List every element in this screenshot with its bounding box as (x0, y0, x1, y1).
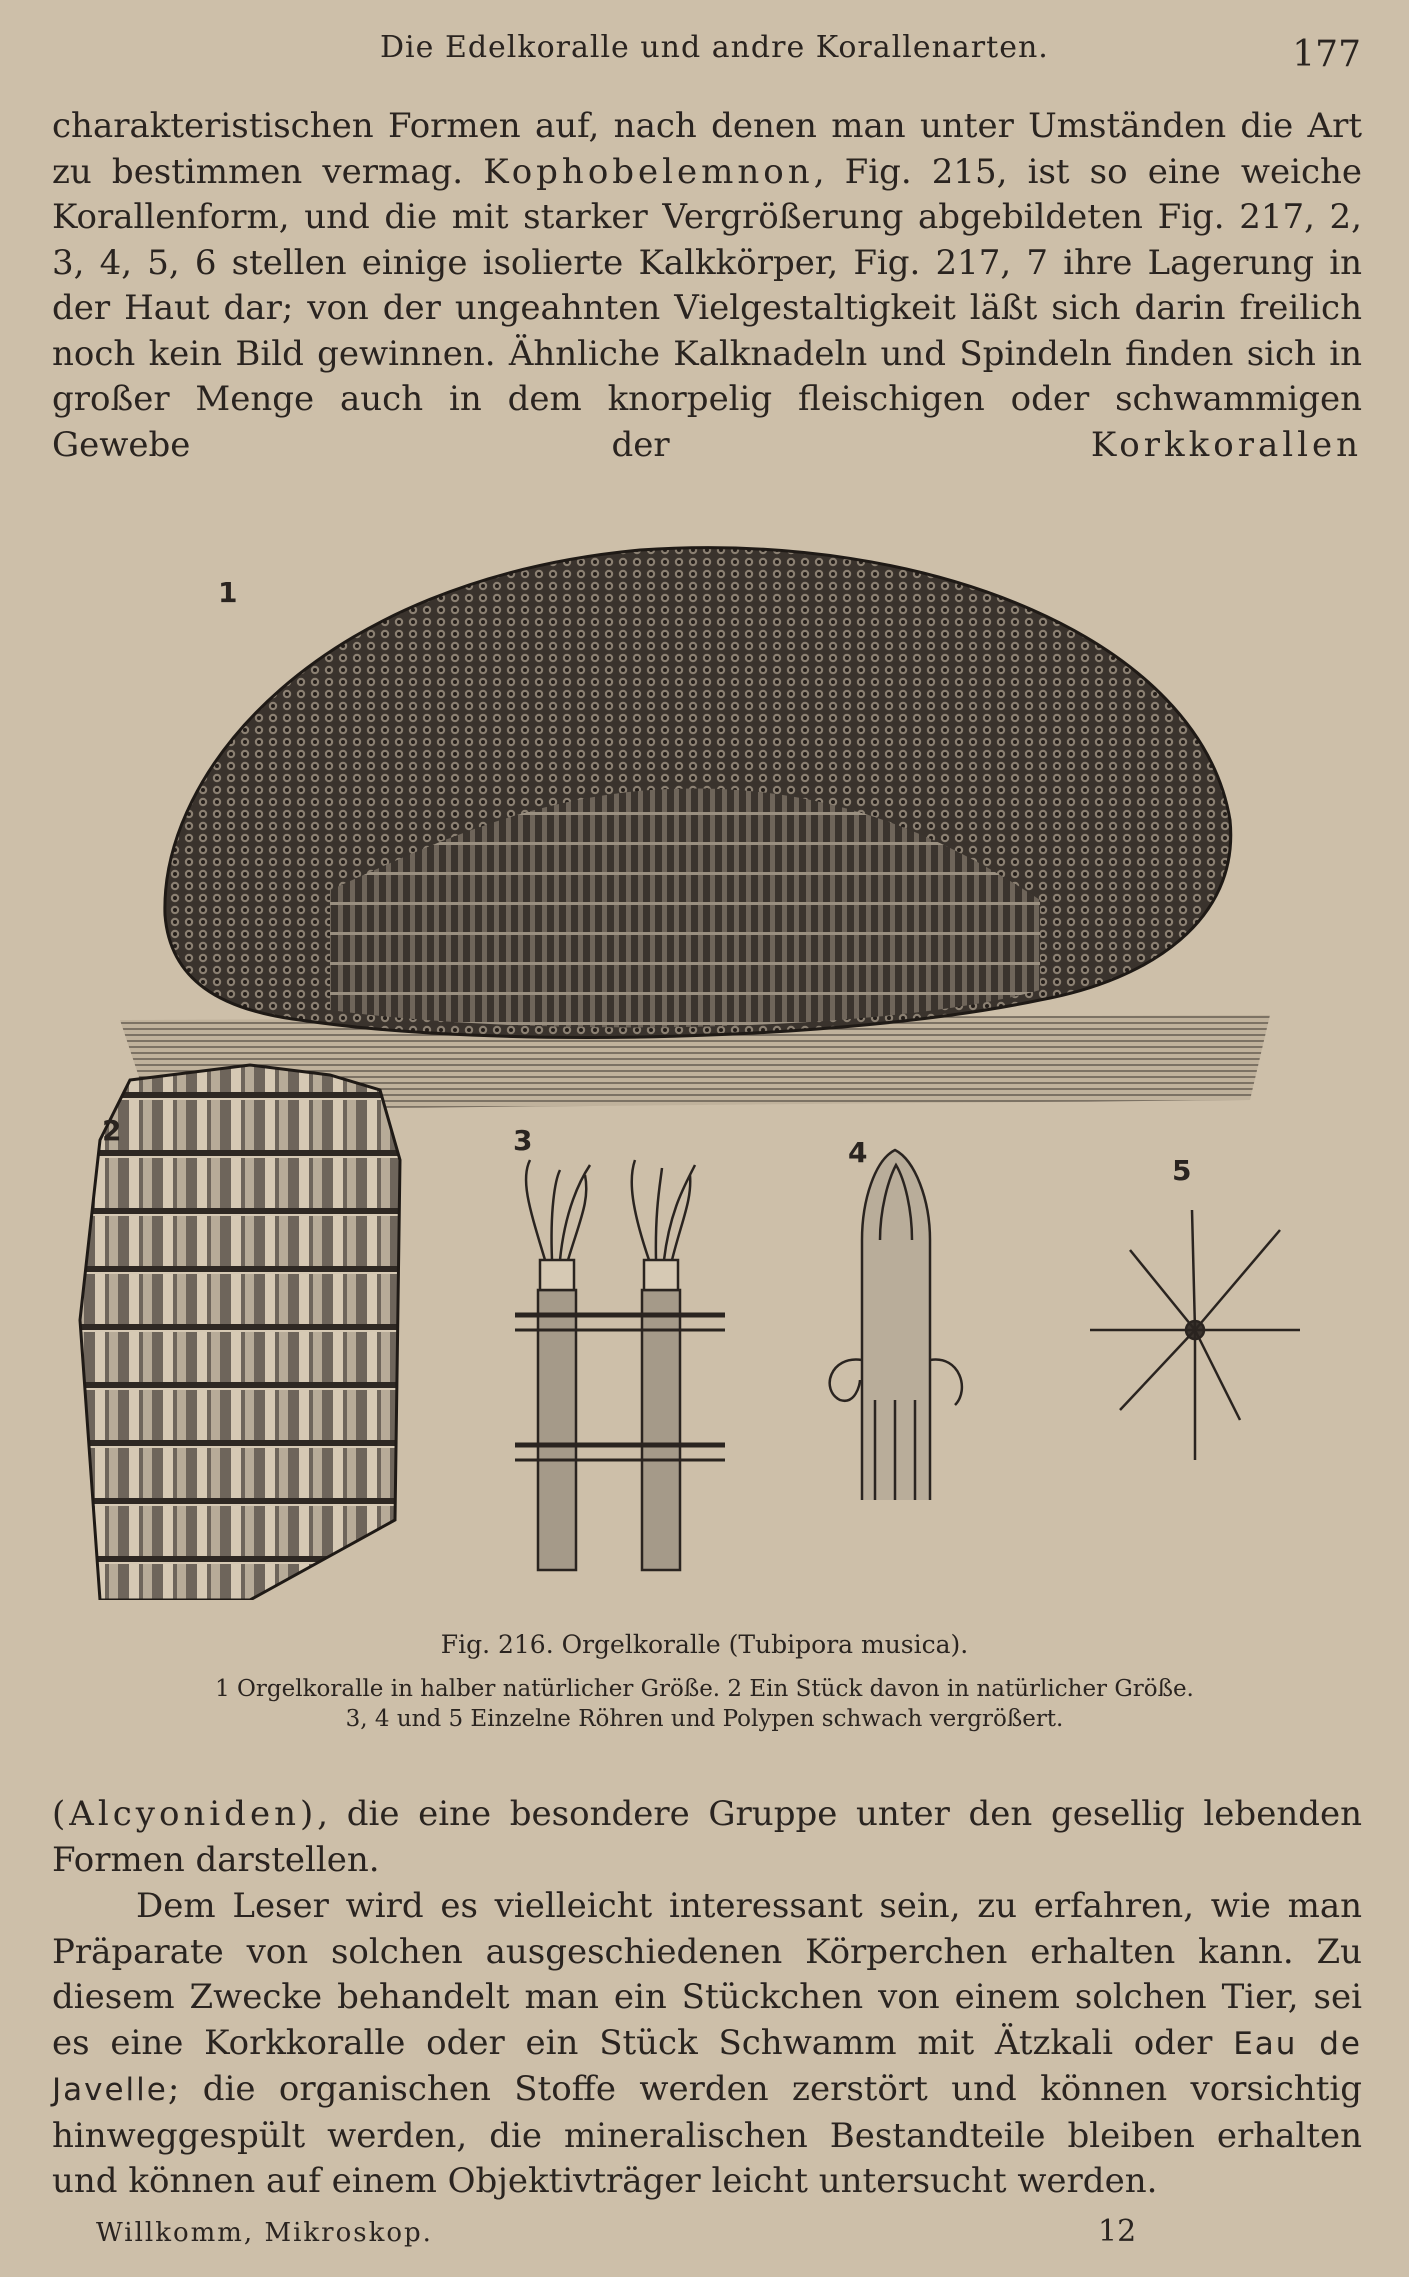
figure-illustration (0, 520, 1409, 1600)
praeparate-text-start: Dem Leser wird es vielleicht interessant sein, zu erfahren, wie man Präparate von solchen ausgeschiedenen Körperchen erhalten kann. Zu diesem Zwecke behandelt man ein Stückchen von einem solchen Tier, sei es eine Korkkoralle oder ein Stück Schwamm mit Ätzkali oder (52, 1886, 1362, 2063)
running-head (0, 28, 1409, 78)
species-name-kophobelemnon: Kophobelemnon (483, 151, 814, 192)
tube-block-illustration (80, 1065, 400, 1600)
figure-216 (0, 520, 1409, 1600)
tubes-with-polyps-illustration (515, 1160, 725, 1570)
alcyoniden-text: , die eine besondere Gruppe unter den gesellig lebenden Formen darstellen. (52, 1794, 1362, 1880)
figure-number-5: 5 (1172, 1154, 1192, 1187)
figure-caption-title: Fig. 216. Orgelkoralle (Tubipora musica). (440, 1630, 969, 1659)
figure-caption-line-2: 3, 4 und 5 Einzelne Röhren und Polypen schwach vergrößert. (345, 1706, 1064, 1732)
term-korkkorallen: Korkkorallen (1090, 424, 1362, 465)
intro-text-start: charakteristischen Formen auf, nach denen man unter Umständen die Art zu bestimmen vermag. (52, 106, 1362, 192)
star-polyp-illustration (1090, 1210, 1300, 1460)
figure-number-4: 4 (848, 1136, 868, 1169)
footer-signature: Willkomm, Mikroskop. (96, 2218, 433, 2248)
running-title: Die Edelkoralle und andre Korallenarten. (380, 30, 1049, 65)
intro-text-middle: , Fig. 215, ist so eine weiche Korallenform, und die mit starker Vergrößerung abgebildeten Fig. 217, 2, 3, 4, 5, 6 stellen einige isolierte Kalkkörper, Fig. 217, 7 ihre Lagerung in der Haut dar; von der ungeahnten Vielgestaltigkeit läßt sich darin freilich noch kein Bild gewinnen. Ähnliche Kalknadeln und Spindeln finden sich in großer Menge auch in dem knorpelig fleischigen oder schwammigen Gewebe der (52, 151, 1362, 465)
paragraph-praeparate (52, 1884, 1362, 2205)
figure-number-1: 1 (218, 576, 238, 609)
figure-number-2: 2 (102, 1114, 122, 1147)
single-polyp-illustration (830, 1150, 962, 1500)
term-eau-de-javelle: Eau de Javelle (52, 2025, 1362, 2108)
footer-sheet-number: 12 (1098, 2214, 1137, 2249)
figure-caption-line-1: 1 Orgelkoralle in halber natürlicher Größe. 2 Ein Stück davon in natürlicher Größe. (215, 1676, 1194, 1702)
coral-mass-illustration (120, 548, 1270, 1110)
paragraph-intro (52, 104, 1362, 468)
figure-number-3: 3 (513, 1124, 533, 1157)
paragraph-alcyoniden (52, 1792, 1362, 1883)
praeparate-text-end: ; die organischen Stoffe werden zerstört und können vorsichtig hinweggespült werden, die mineralischen Bestandteile bleiben erhalten und können auf einem Objektivträger leicht untersucht werden. (52, 2069, 1362, 2201)
page-number: 177 (1292, 34, 1361, 75)
term-alcyoniden: (Alcyoniden) (52, 1794, 318, 1834)
